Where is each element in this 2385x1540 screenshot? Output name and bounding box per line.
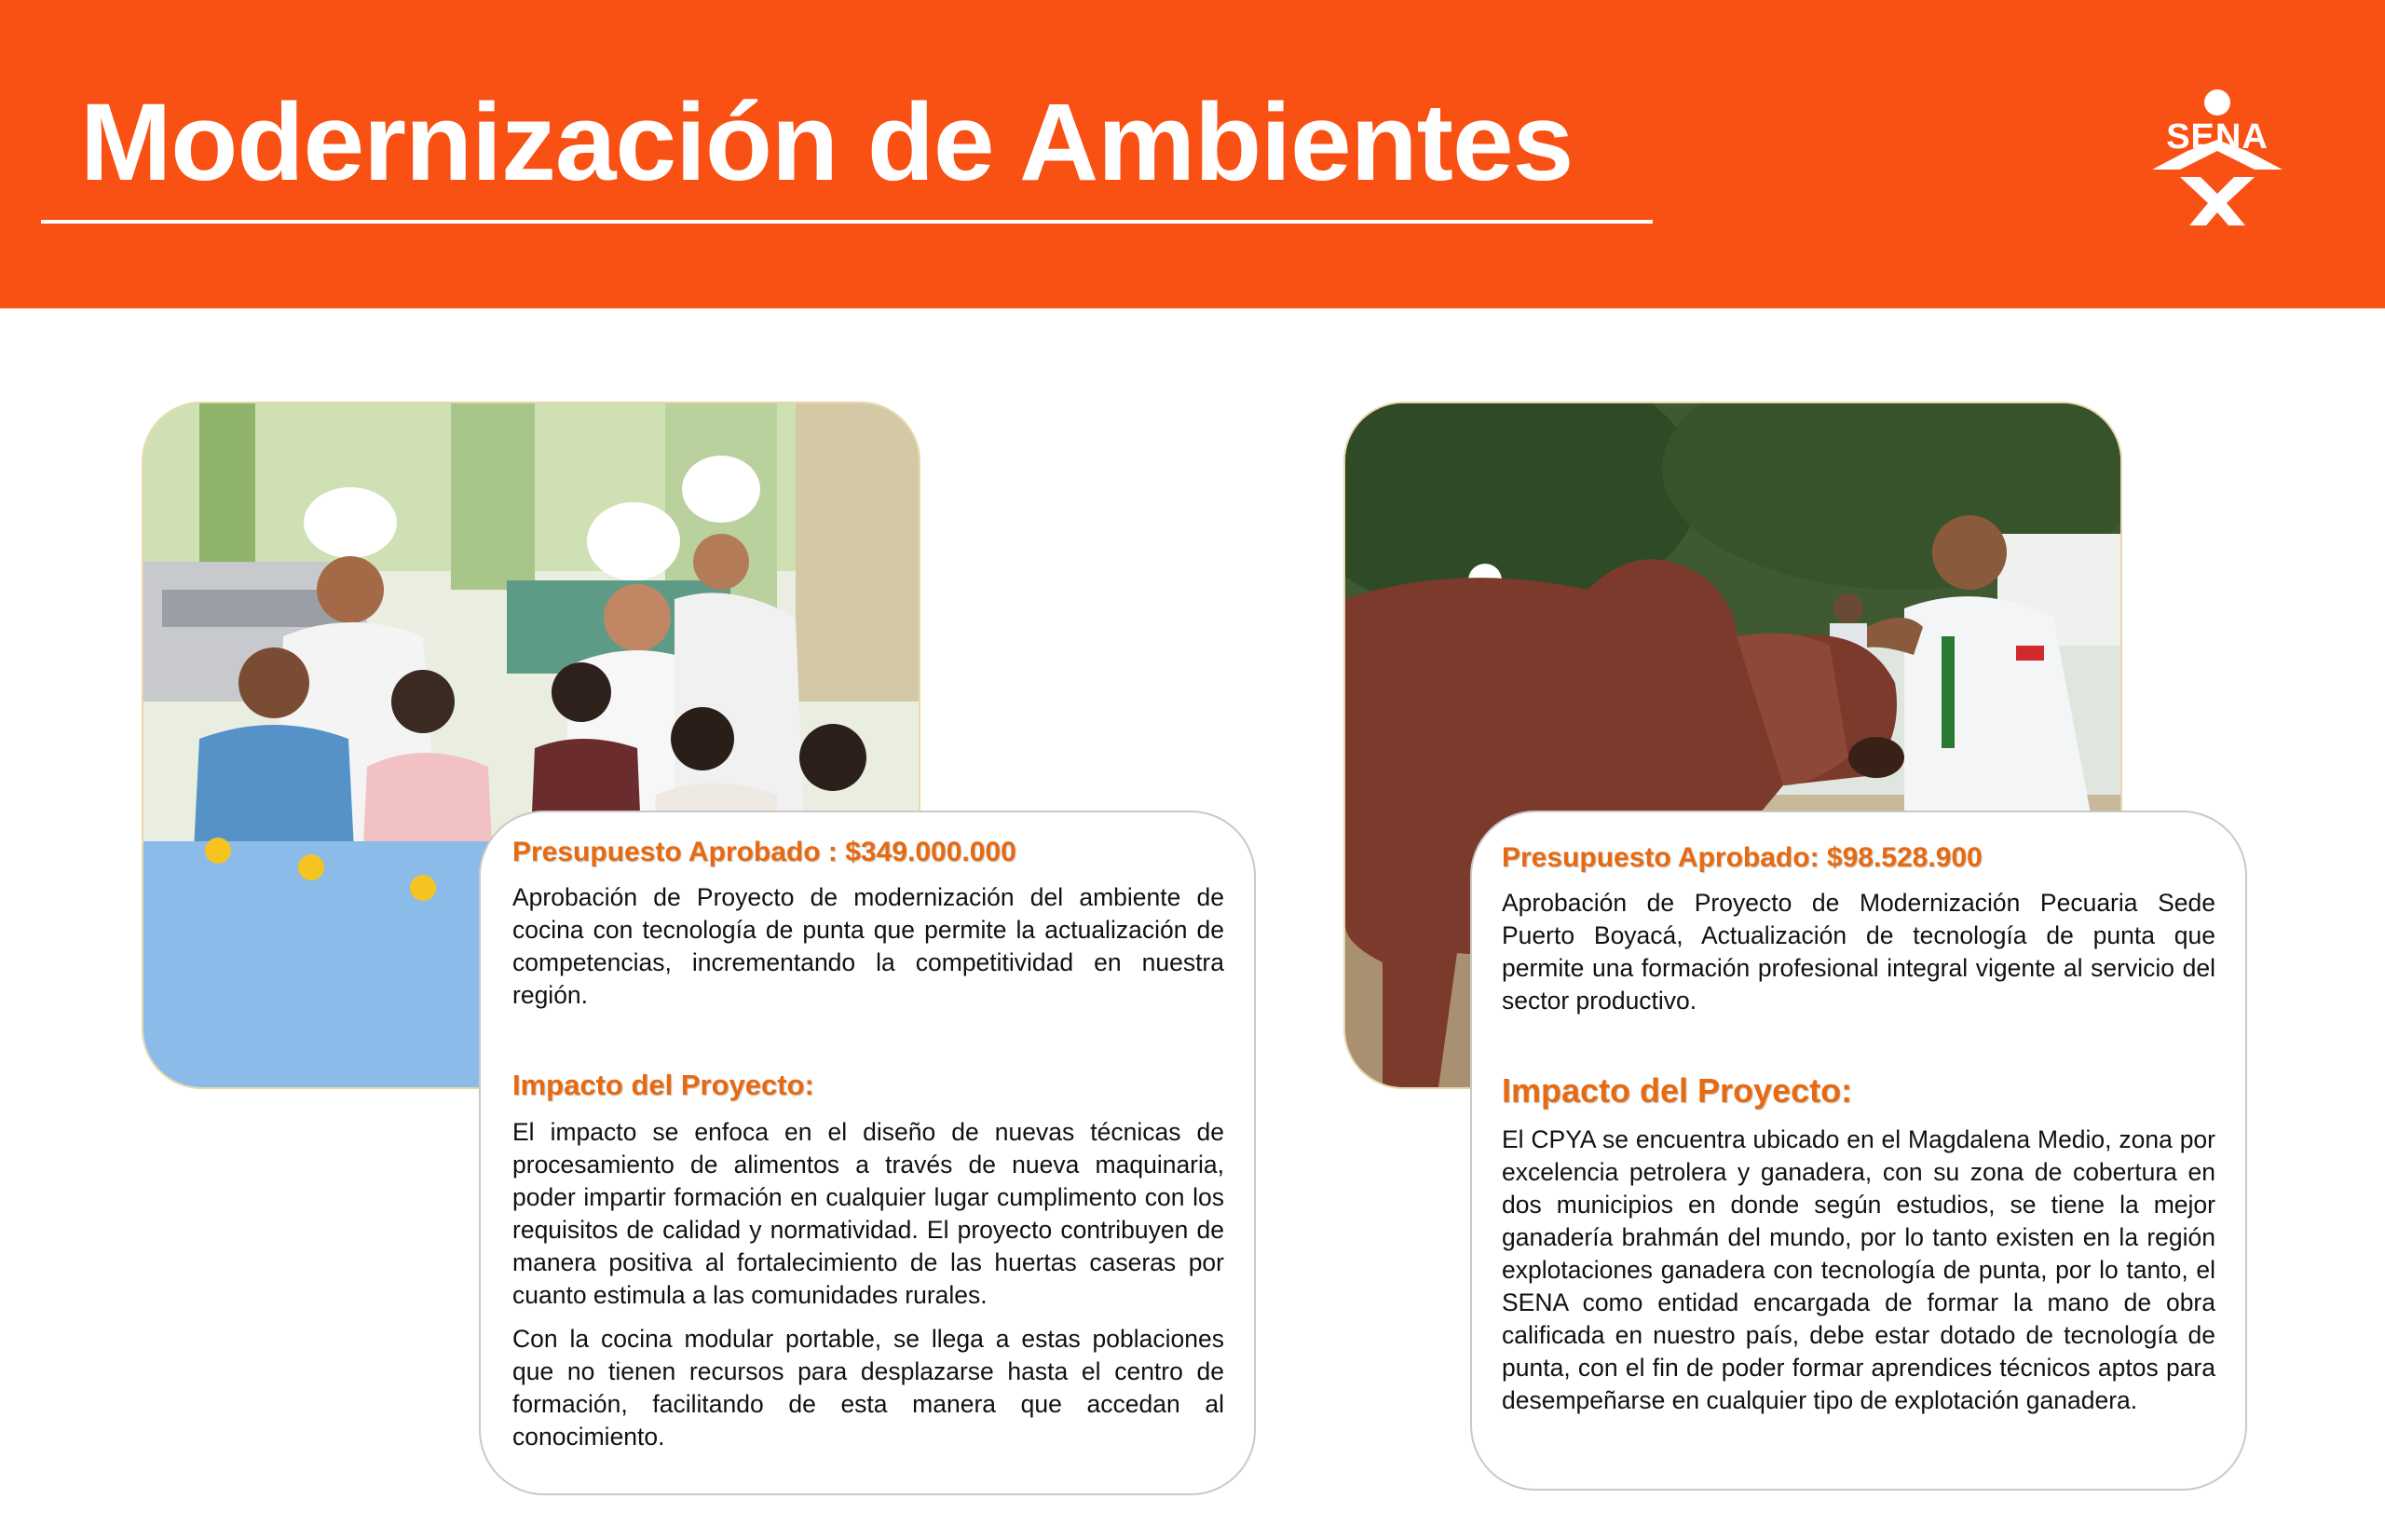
sena-logo-icon <box>2143 84 2292 233</box>
logo-wordmark: SENA <box>2166 117 2269 157</box>
impact-paragraph: El CPYA se encuentra ubicado en el Magdalena Medio, zona por excelencia petrolera y ganadera, con su zona de cobertura en dos municipios en donde según estudios, se tiene la mejor ganadería brahmán del mundo, por lo tanto existen en la región explotaciones ganadera con tecnología de punta, por lo tanto, el SENA como entidad encargada de formar la mano de obra calificada en nuestro país, debe estar dotado de tecnología de punta, con el fin de poder formar aprendices técnicos aptos para desempeñarse en cualquier tipo de explotación ganadera. <box>1502 1125 2215 1414</box>
impact-paragraph: Con la cocina modular portable, se llega a estas poblaciones que no tienen recursos para desplazarse hasta el centro de formación, facilitando de esta manera que accedan al conocimiento. <box>512 1325 1224 1451</box>
project-card-livestock <box>1470 811 2247 1491</box>
budget-label: Presupuesto Aprobado : $349.000.000 <box>512 837 1016 867</box>
impact-title: Impacto del Proyecto: <box>512 1069 814 1101</box>
impact-title: Impacto del Proyecto: <box>1502 1071 1853 1110</box>
page-title: Modernización de Ambientes <box>80 81 1574 204</box>
impact-paragraph: El impacto se enfoca en el diseño de nuevas técnicas de procesamiento de alimentos a través de nueva maquinaria, poder impartir formación en cualquier lugar cumplimento con los requisitos de calidad y normatividad. El proyecto contribuyen de manera positiva al fortalecimiento de las huertas caseras por cuanto estimula a las comunidades rurales. <box>512 1118 1224 1309</box>
header-banner <box>0 0 2385 308</box>
sena-logo <box>2143 84 2292 233</box>
project-description: Aprobación de Proyecto de modernización del ambiente de cocina con tecnología de punta que permite la actualización de competencias, incrementando la competitividad en nuestra región. <box>512 883 1224 1009</box>
project-description: Aprobación de Proyecto de Modernización Pecuaria Sede Puerto Boyacá, Actualización de tecnología de punta que permite una formación profesional integral vigente al servicio del sector productivo. <box>1502 889 2215 1015</box>
budget-label: Presupuesto Aprobado: $98.528.900 <box>1502 842 1983 873</box>
title-underline <box>41 220 1653 224</box>
project-card-kitchen <box>479 811 1256 1495</box>
